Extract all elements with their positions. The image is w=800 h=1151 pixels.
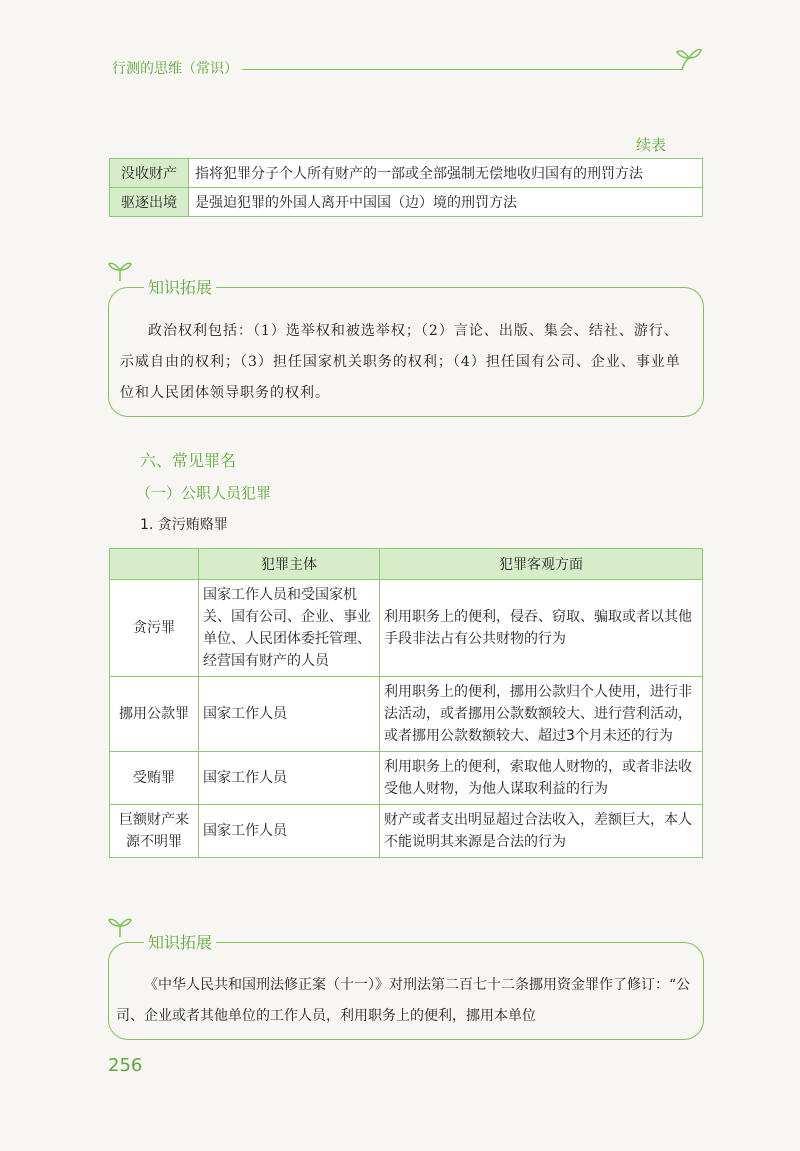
sprout-icon — [108, 258, 132, 282]
table-cell: 国家工作人员和受国家机关、国有公司、企业、事业单位、人民团体委托管理、经营国有财产的人员 — [199, 580, 380, 677]
header-rule — [242, 69, 682, 70]
section-heading: 六、常见罪名 — [140, 451, 237, 470]
table-cell: 挪用公款罪 — [110, 677, 199, 752]
table-row — [110, 188, 703, 217]
table-cell: 国家工作人员 — [199, 677, 380, 752]
table-cell: 国家工作人员 — [199, 752, 380, 805]
table-cell: 没收财产 — [110, 159, 189, 188]
crimes-table — [109, 548, 703, 858]
penalty-table — [109, 158, 703, 217]
table-row — [110, 159, 703, 188]
table-cell: 巨额财产来源不明罪 — [110, 805, 199, 858]
continued-label: 续表 — [636, 136, 667, 154]
table-cell: 贪污罪 — [110, 580, 199, 677]
table-header-row — [110, 549, 703, 580]
table-header: 犯罪主体 — [199, 549, 380, 580]
table-row — [110, 677, 703, 752]
subsection-heading: （一）公职人员犯罪 — [136, 484, 272, 502]
table-cell: 利用职务上的便利，侵吞、窃取、骗取或者以其他手段非法占有公共财物的行为 — [380, 580, 703, 677]
knowledge-text: 《中华人民共和国刑法修正案（十一）》对刑法第二百七十二条挪用资金罪作了修订：“公司、企业或者其他单位的工作人员，利用职务上的便利，挪用本单位 — [116, 977, 691, 1024]
knowledge-title: 知识拓展 — [144, 275, 216, 298]
table-cell: 是强迫犯罪的外国人离开中国国（边）境的刑罚方法 — [189, 188, 703, 217]
item-heading: 1. 贪污贿赂罪 — [140, 517, 228, 533]
knowledge-text: 政治权利包括：（1）选举权和被选举权；（2）言论、出版、集会、结社、游行、示威自由的权利；（3）担任国家机关职务的权利；（4）担任国有公司、企业、事业单位和人民团体领导职务的权利。 — [120, 323, 681, 401]
table-cell: 国家工作人员 — [199, 805, 380, 858]
table-row — [110, 805, 703, 858]
table-row — [110, 752, 703, 805]
sprout-icon — [108, 914, 132, 938]
table-cell: 财产或者支出明显超过合法收入，差额巨大，本人不能说明其来源是合法的行为 — [380, 805, 703, 858]
table-cell: 指将犯罪分子个人所有财产的一部或全部强制无偿地收归国有的刑罚方法 — [189, 159, 703, 188]
table-cell: 利用职务上的便利，索取他人财物的，或者非法收受他人财物，为他人谋取利益的行为 — [380, 752, 703, 805]
knowledge-title: 知识拓展 — [144, 930, 216, 953]
page-number: 256 — [108, 1055, 143, 1076]
table-cell: 驱逐出境 — [110, 188, 189, 217]
table-cell: 利用职务上的便利，挪用公款归个人使用，进行非法活动，或者挪用公款数额较大、进行营利活动，或者挪用公款数额较大、超过3个月未还的行为 — [380, 677, 703, 752]
running-header: 行测的思维（常识） — [112, 61, 238, 77]
table-row — [110, 580, 703, 677]
table-cell: 受贿罪 — [110, 752, 199, 805]
sprout-icon — [676, 44, 702, 72]
table-header: 犯罪客观方面 — [380, 549, 703, 580]
table-header — [110, 549, 199, 580]
